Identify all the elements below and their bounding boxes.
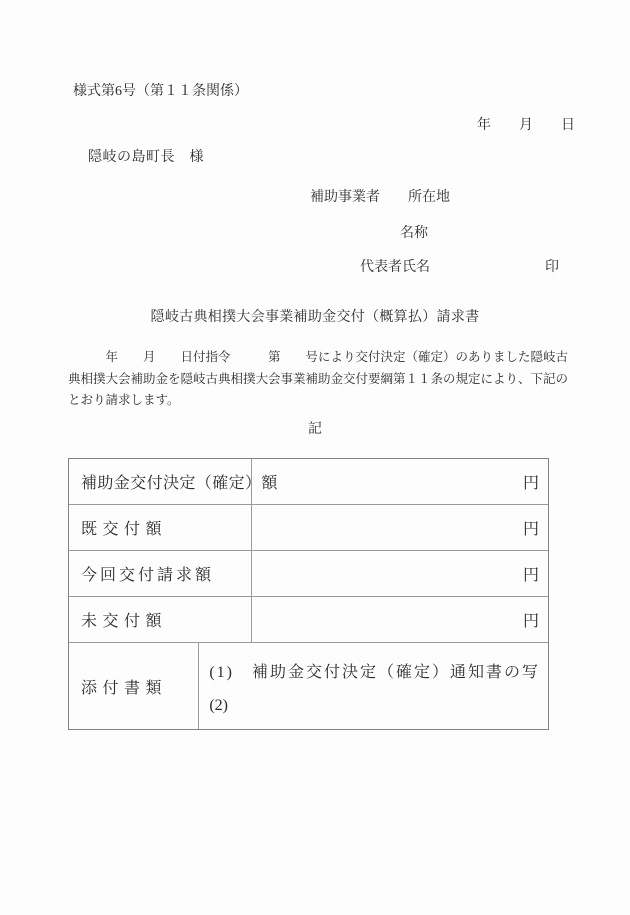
request-amount-table	[68, 458, 549, 730]
body-paragraph-line-1: 年 月 日付指令 第 号により交付決定（確定）のありました隠岐古	[68, 350, 569, 364]
row-amount-cell: 円	[522, 613, 539, 630]
document-title: 隠岐古典相撲大会事業補助金交付（概算払）請求書	[150, 310, 480, 325]
row-amount-cell: 円	[522, 521, 539, 538]
row-label: 既交付額	[69, 505, 252, 550]
body-paragraph	[68, 347, 608, 412]
body-paragraph-line-2: 典相撲大会補助金を隠岐古典相撲大会事業補助金交付要綱第１１条の規定により、下記の	[68, 371, 569, 386]
row-label: 今回交付請求額	[69, 551, 252, 596]
row-amount-cell: 円	[522, 567, 539, 584]
attachment-line-2: (2)	[209, 697, 228, 714]
table-row-unpaid-amount	[69, 596, 548, 642]
table-row-current-request-amount	[69, 550, 548, 596]
applicant-address-line: 補助事業者 所在地	[310, 190, 450, 205]
date-line: 年 月 日	[477, 118, 575, 133]
applicant-name-line: 名称	[400, 226, 428, 241]
attachment-line-1: (1) 補助金交付決定（確定）通知書の写	[209, 664, 540, 681]
table-row-already-paid-amount	[69, 504, 548, 550]
row-label: 補助金交付決定（確定）額	[69, 459, 252, 504]
table-row-grant-decision-amount	[69, 459, 548, 504]
body-paragraph-line-3: とおり請求します。	[68, 393, 180, 407]
applicant-representative-line: 代表者氏名	[360, 260, 430, 275]
table-row-attachments	[69, 642, 548, 729]
attachments-cell	[199, 643, 548, 729]
seal-mark: 印	[545, 260, 559, 275]
form-number: 様式第6号（第１１条関係）	[73, 84, 248, 99]
note-heading: 記	[308, 422, 322, 437]
row-amount-cell: 円	[522, 475, 539, 492]
row-label: 添付書類	[69, 643, 199, 729]
addressee: 隠岐の島町長 様	[88, 150, 204, 165]
row-label: 未交付額	[69, 597, 252, 642]
